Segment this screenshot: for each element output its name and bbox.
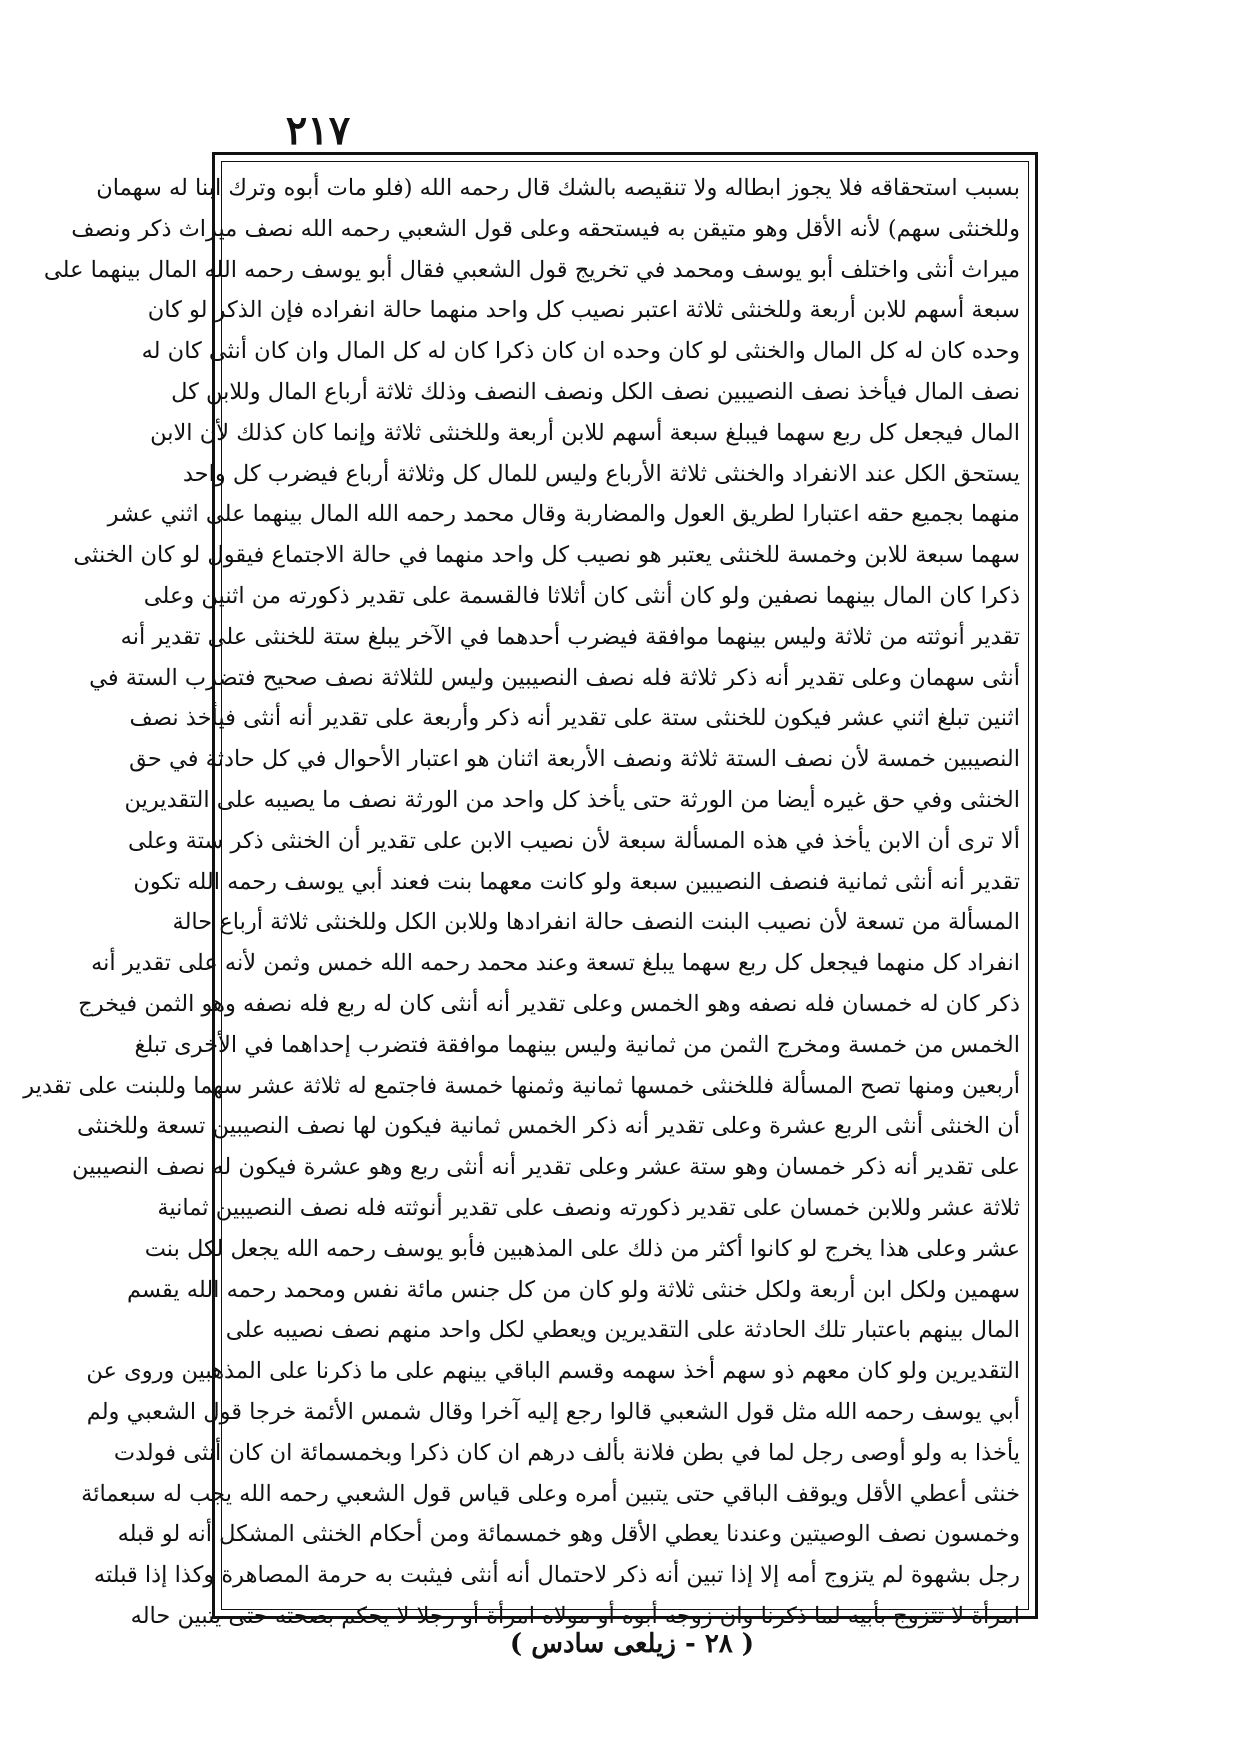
- text-line: المسألة من تسعة لأن نصيب البنت النصف حالة انفرادها وللابن الكل وللخنثى ثلاثة أرباع حالة: [172, 909, 1020, 936]
- text-line: أربعين ومنها تصح المسألة فللخنثى خمسها ثمانية وثمنها خمسة فاجتمع له ثلاثة عشر سهما وللبنت على تقدير: [23, 1072, 1020, 1099]
- text-line: أن الخنثى أنثى الربع عشرة وعلى تقدير أنه ذكر الخمس ثمانية فيكون لها نصف النصيبين تسعة وللخنثى: [76, 1113, 1020, 1140]
- text-line: تقدير أنه أنثى ثمانية فنصف النصيبين سبعة ولو كانت معهما بنت فعند أبي يوسف رحمه الله تكون: [133, 868, 1020, 895]
- text-line: سبعة أسهم للابن أربعة وللخنثى ثلاثة اعتبر نصيب كل واحد منهما حالة انفراده فإن الذكر لو كان: [147, 297, 1020, 324]
- text-line: وخمسون نصف الوصيتين وعندنا يعطي الأقل وهو خمسمائة ومن أحكام الخنثى المشكل أنه لو قبله: [117, 1521, 1020, 1548]
- text-line: امرأة لا تتزوج بأبيه لما ذكرنا وان زوجه أبوه أو مولاه امرأة أو رجلا لا يحكم بصحته حتى يتبين حاله: [130, 1602, 1020, 1629]
- text-line: التقديرين ولو كان معهم ذو سهم أخذ سهمه وقسم الباقي بينهم على ما ذكرنا على المذهبين وروى عن: [86, 1358, 1020, 1385]
- text-line: اثنين تبلغ اثني عشر فيكون للخنثى ستة على تقدير أنه ذكر وأربعة على تقدير أنه أنثى فيأخذ نصف: [129, 705, 1020, 732]
- page-number: ٢١٧: [285, 107, 351, 154]
- text-line: سهمين ولكل ابن أربعة ولكل خنثى ثلاثة ولو كان من كل جنس مائة نفس ومحمد رحمه الله يقسم: [126, 1276, 1020, 1303]
- text-line: أبي يوسف رحمه الله مثل قول الشعبي قالوا رجع إليه آخرا وقال شمس الأئمة خرجا قول الشعبي ولم: [86, 1398, 1020, 1425]
- text-line: عشر وعلى هذا يخرج لو كانوا أكثر من ذلك على المذهبين فأبو يوسف رحمه الله يجعل لكل بنت: [144, 1235, 1020, 1262]
- text-line: ألا ترى أن الابن يأخذ في هذه المسألة سبعة لأن نصيب الابن على تقدير أن الخنثى ذكر ستة وعلى: [127, 827, 1020, 854]
- text-line: انفراد كل منهما فيجعل كل ربع سهما يبلغ تسعة وعند محمد رحمه الله خمس وثمن لأنه على تقدير أنه: [91, 950, 1020, 977]
- text-line: ذكر كان له خمسان فله نصفه وهو الخمس وعلى تقدير أنه أنثى كان له ربع فله نصفه وهو الثمن فيخرج: [78, 990, 1020, 1017]
- text-line: سهما سبعة للابن وخمسة للخنثى يعتبر هو نصيب كل واحد منهما في حالة الاجتماع فيقول لو كان الخنثى: [73, 542, 1020, 569]
- text-line: الخمس من خمسة ومخرج الثمن من ثمانية وليس بينهما موافقة فتضرب إحداهما في الأخرى تبلغ: [134, 1031, 1020, 1058]
- text-line: المال بينهم باعتبار تلك الحادثة على التقديرين ويعطي لكل واحد منهم نصف نصيبه على: [225, 1317, 1020, 1344]
- text-line: وحده كان له كل المال والخنثى لو كان وحده ان كان ذكرا كان له كل المال وان كان أنثى كان له: [141, 338, 1020, 365]
- text-line: ميراث أنثى واختلف أبو يوسف ومحمد في تخريج قول الشعبي فقال أبو يوسف رحمه الله المال بينهما على: [43, 256, 1020, 283]
- text-line: وللخنثى سهم) لأنه الأقل وهو متيقن به فيستحقه وعلى قول الشعبي رحمه الله نصف ميراث ذكر ونصف: [71, 215, 1020, 242]
- main-text: [23, 168, 1020, 1629]
- text-line: خنثى أعطي الأقل ويوقف الباقي حتى يتبين أمره وعلى قياس قول الشعبي رحمه الله يجب له سبعمائة: [81, 1480, 1020, 1507]
- text-line: أنثى سهمان وعلى تقدير أنه ذكر ثلاثة فله نصف النصيبين وليس للثلاثة نصف صحيح فتضرب الستة في: [89, 664, 1020, 691]
- text-line: يستحق الكل عند الانفراد والخنثى ثلاثة الأرباع وليس للمال كل وثلاثة أرباع فيضرب كل واحد: [182, 460, 1020, 487]
- text-line: المال فيجعل كل ربع سهما فيبلغ سبعة أسهم للابن أربعة وللخنثى ثلاثة وإنما كان كذلك لأن الابن: [150, 419, 1020, 446]
- text-line: رجل بشهوة لم يتزوج أمه إلا إذا تبين أنه ذكر لاحتمال أنه أنثى فيثبت به حرمة المصاهرة وكذا إذا قبلته: [93, 1562, 1020, 1589]
- text-line: ثلاثة عشر وللابن خمسان على تقدير ذكورته ونصف على تقدير أنوثته فله نصف النصيبين ثمانية: [157, 1194, 1020, 1221]
- text-line: يأخذا به ولو أوصى رجل لما في بطن فلانة بألف درهم ان كان ذكرا وبخمسمائة ان كان أنثى فولدت: [113, 1439, 1020, 1466]
- text-line: نصف المال فيأخذ نصف النصيبين نصف الكل ونصف النصف وذلك ثلاثة أرباع المال وللابن كل: [171, 378, 1020, 405]
- volume-footer: ( ٢٨ - زيلعى سادس ): [509, 1629, 755, 1659]
- text-line: على تقدير أنه ذكر خمسان وهو ستة عشر وعلى تقدير أنه أنثى ربع وهو عشرة فيكون له نصف النصيبين: [72, 1154, 1020, 1181]
- text-line: منهما بجميع حقه اعتبارا لطريق العول والمضاربة وقال محمد رحمه الله المال بينهما على اثني عشر: [107, 501, 1020, 528]
- text-line: بسبب استحقاقه فلا يجوز ابطاله ولا تنقيصه بالشك قال رحمه الله (فلو مات أبوه وترك ابنا له سهمان: [96, 175, 1020, 201]
- text-line: الخنثى وفي حق غيره أيضا من الورثة حتى يأخذ كل واحد من الورثة نصف ما يصيبه على التقديرين: [124, 786, 1020, 813]
- text-line: تقدير أنوثته من ثلاثة وليس بينهما موافقة فيضرب أحدهما في الآخر يبلغ ستة للخنثى على تقدير أنه: [120, 623, 1020, 650]
- text-line: النصيبين خمسة لأن نصف الستة ثلاثة ونصف الأربعة اثنان هو اعتبار الأحوال في كل حادثة في حق: [129, 746, 1020, 773]
- text-line: ذكرا كان المال بينهما نصفين ولو كان أنثى كان أثلاثا فالقسمة على تقدير ذكورته من اثنين وعلى: [143, 582, 1020, 609]
